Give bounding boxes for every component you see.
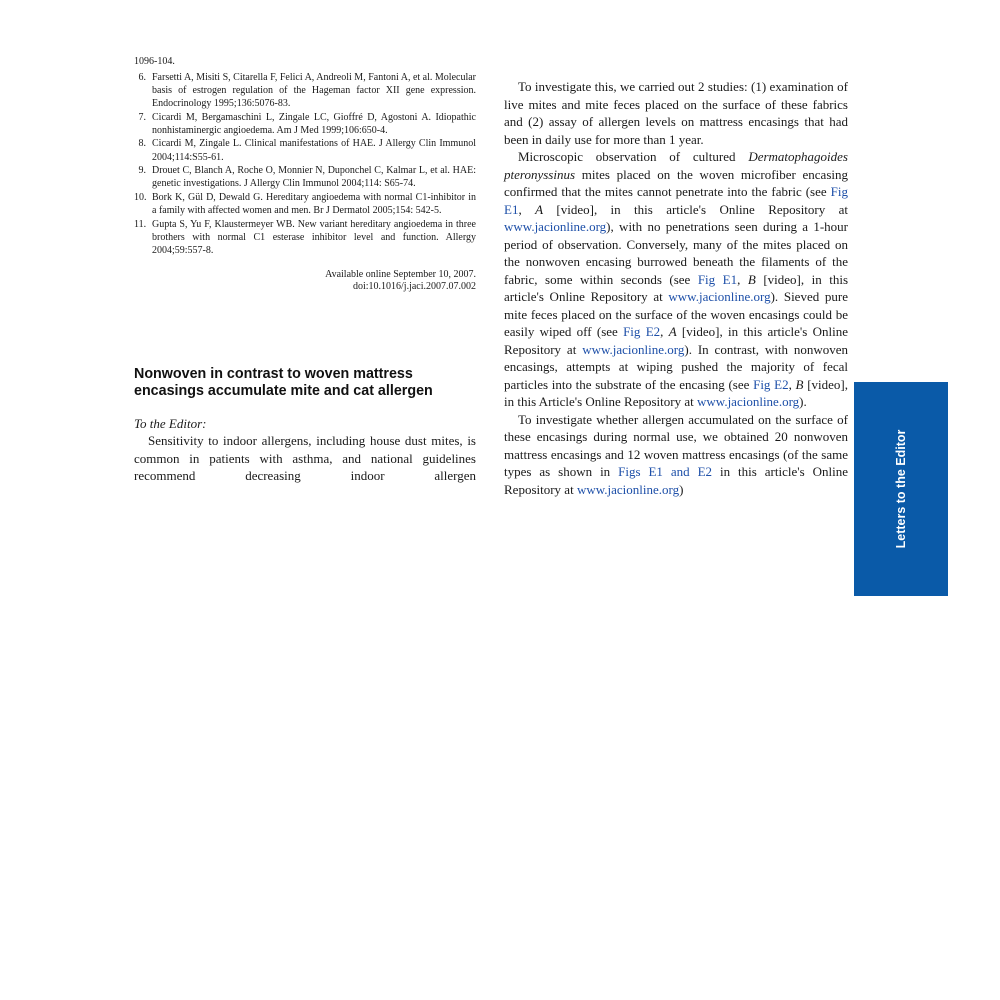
paragraph-microscopic-observation: Microscopic observation of cultured Dermatophagoides pteronyssinus mites placed on the woven microfiber encasing confirmed that the mites cannot penetrate into the fabric (see Fig E1, A [video], in this article's Online Repository at www.jacionline.org), with no penetrations seen during a 1-hour period of observation. Conversely, many of the mites placed on the nonwoven encasing burrowed beneath the filaments of the fabric, some within seconds (see Fig E1, B [video], in this article's Online Repository at www.jacionline.org). Sieved pure mite feces placed on the surface of the woven encasings could be easily wiped off (see Fig E2, A [video], in this article's Online Repository at www.jacionline.org). In contrast, with nonwoven encasings, attempts at wiping pushed the majority of fecal particles into the substrate of the encasing (see Fig E2, B [video], in this Article's Online Repository at www.jacionline.org). — [504, 149, 848, 409]
panel-label: B — [795, 376, 804, 392]
repository-link[interactable]: www.jacionline.org — [582, 341, 685, 357]
reference-item — [134, 137, 476, 163]
salutation: To the Editor: — [134, 415, 207, 431]
repository-link[interactable]: www.jacionline.org — [697, 394, 800, 409]
paragraph-allergen-accumulation: To investigate whether allergen accumulated on the surface of these encasings during normal use, we obtained 20 nonwoven mattress encasings and 12 woven mattress encasings (of the same types as shown in Figs E1 and E2 in this article's Online Repository at www.jacionline.org) — [504, 411, 848, 497]
reference-text: Drouet C, Blanch A, Roche O, Monnier N, Duponchel C, Kalmar L, et al. HAE: genetic investigations. J Allergy Clin Immunol 2004;114: S65-74. — [152, 165, 476, 190]
reference-text: Gupta S, Yu F, Klaustermeyer WB. New variant hereditary angioedema in three brothers with normal C1 esterase inhibitor level and function. Allergy 2004;59:557-8. — [152, 218, 476, 256]
reference-item — [134, 71, 476, 110]
reference-cutoff-line: 1096-104. — [134, 56, 175, 67]
reference-text: Cicardi M, Zingale L. Clinical manifestations of HAE. J Allergy Clin Immunol 2004;114:S55-61. — [152, 138, 476, 163]
reference-item — [134, 218, 476, 257]
fig-e1-link[interactable]: Fig E1 — [697, 271, 738, 287]
letter-title: Nonwoven in contrast to woven mattress encasings accumulate mite and cat allergen — [134, 365, 433, 399]
repository-link[interactable]: www.jacionline.org — [576, 481, 680, 497]
section-side-tab — [854, 382, 948, 596]
section-side-tab-label: Letters to the Editor — [894, 429, 908, 549]
reference-number: 10. — [134, 191, 147, 203]
reference-text: Farsetti A, Misiti S, Citarella F, Felici A, Andreoli M, Fantoni A, et al. Molecular basis of estrogen regulation of the Hageman factor XII gene expression. Endocrinology 1995;136:5076-83. — [152, 72, 476, 110]
figs-e1-e2-link[interactable]: Figs E1 and E2 — [618, 464, 713, 479]
reference-number: 11. — [134, 218, 147, 230]
fig-e2-link[interactable]: Fig E2 — [623, 324, 661, 339]
left-column — [134, 56, 476, 485]
reference-text: Cicardi M, Bergamaschini L, Zingale LC, Gioffré D, Agostoni A. Idiopathic nonhistaminergic angioedema. Am J Med 1999;106:650-4. — [152, 111, 476, 136]
species-name: Dermatophagoides pteronyssinus — [504, 149, 848, 182]
reference-item — [134, 191, 476, 217]
reference-number: 8. — [138, 138, 146, 150]
reference-item — [134, 164, 476, 190]
availability-note — [134, 269, 476, 294]
panel-label: A — [668, 324, 677, 339]
panel-label: A — [535, 201, 544, 217]
repository-link[interactable]: www.jacionline.org — [668, 289, 771, 304]
paragraph-studies: To investigate this, we carried out 2 studies: (1) examination of live mites and mite feces placed on the surface of these fabrics and (2) assay of allergen levels on mattress encasings that had been in daily use for more than 1 year. — [504, 79, 848, 147]
reference-number: 9. — [138, 165, 146, 177]
fig-e1-link[interactable]: Fig E1 — [504, 184, 848, 217]
reference-item — [134, 111, 476, 137]
doi-text: doi:10.1016/j.jaci.2007.07.002 — [352, 281, 476, 293]
reference-text: Bork K, Gül D, Dewald G. Hereditary angioedema with normal C1-inhibitor in a family with affected women and men. Br J Dermatol 2005;154: 542-5. — [152, 191, 476, 216]
letter-intro-paragraph: Sensitivity to indoor allergens, including house dust mites, is common in patients with asthma, and national guidelines recommend decreasing indoor allergen — [134, 433, 476, 484]
available-online-date: Available online September 10, 2007. — [325, 268, 476, 280]
panel-label: B — [747, 271, 756, 287]
reference-list — [134, 56, 476, 257]
reference-number: 6. — [138, 72, 146, 83]
repository-link[interactable]: www.jacionline.org — [504, 219, 607, 234]
reference-number: 7. — [138, 111, 146, 123]
right-column — [504, 78, 848, 498]
fig-e2-link[interactable]: Fig E2 — [753, 376, 789, 392]
